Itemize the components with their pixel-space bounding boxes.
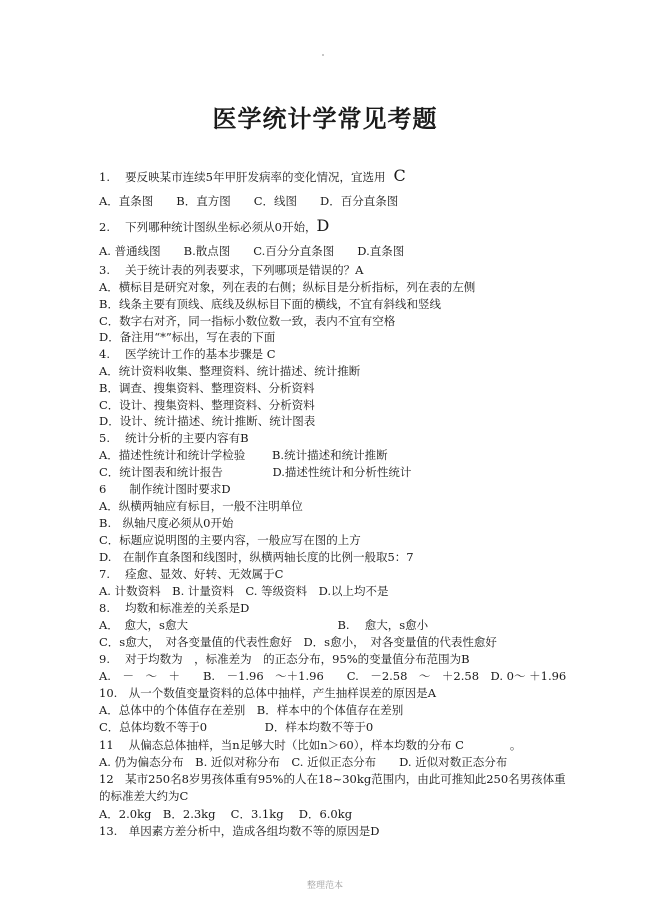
question-line: 2. 下列哪种统计图纵坐标必须从0开始，D [99, 216, 330, 235]
question-line: A. － ～ ＋ B. －1.96 ～＋1.96 C. －2.58 ～ ＋2.58 D. 0～ ＋1.96 [99, 669, 567, 683]
question-line: 13. 单因素方差分析中，造成各组均数不等的原因是D [99, 824, 380, 838]
header-mark [322, 54, 324, 56]
question-line: 12 某市250名8岁男孩体重有95%的人在18~30kg范围内，由此可推知此250名男孩体重 [99, 772, 566, 786]
question-line: C．数字右对齐，同一指标小数位数一致，表内不宜有空格 [99, 314, 396, 328]
question-line: A．纵横两轴应有标目，一般不注明单位 [99, 499, 303, 513]
question-line: A．统计资料收集、整理资料、统计描述、统计推断 [99, 364, 361, 378]
question-line: B. 纵轴尺度必须从0开始 [99, 516, 234, 530]
question-line: C．总体均数不等于0 D．样本均数不等于0 [99, 720, 374, 734]
question-line: D．设计、统计描述、统计推断、统计图表 [99, 414, 316, 428]
question-line: 10. 从一个数值变量资料的总体中抽样，产生抽样误差的原因是A [99, 686, 437, 700]
question-line: 9. 对于均数为 ，标准差为 的正态分布，95%的变量值分布范围为B [99, 652, 470, 666]
question-line: A. 仍为偏态分布 B. 近似对称分布 C. 近似正态分布 D. 近似对数正态分布 [99, 755, 508, 769]
question-line: D．备注用“*”标出，写在表的下面 [99, 330, 276, 344]
question-line: D. 在制作直条图和线图时，纵横两轴长度的比例一般取5：7 [99, 550, 414, 564]
question-line: 4. 医学统计工作的基本步骤是 C [99, 347, 276, 361]
question-line: 11 从偏态总体抽样，当n足够大时（比如n＞60），样本均数的分布 C 。 [99, 738, 522, 752]
question-line: B．线条主要有顶线、底线及纵标目下面的横线，不宜有斜线和竖线 [99, 297, 441, 311]
question-line: 1. 要反映某市连续5年甲肝发病率的变化情况，宜选用 C [99, 166, 406, 185]
question-line: A. 普通线图 B.散点图 C.百分分直条图 D.直条图 [99, 244, 405, 258]
question-line: 3. 关于统计表的列表要求，下列哪项是错误的？A [99, 263, 364, 277]
question-line: C．标题应说明图的主要内容，一般应写在图的上方 [99, 533, 361, 547]
question-line: A． 愈大，s愈大 B. 愈大，s愈小 [99, 618, 429, 632]
question-line: A．描述性统计和统计学检验 B.统计描述和统计推断 [99, 448, 388, 462]
question-line: 7. 痊愈、显效、好转、无效属于C [99, 567, 284, 581]
question-line: 的标准差大约为C [99, 789, 189, 803]
question-line: A. 计数资料 B. 计量资料 C. 等级资料 D.以上均不是 [99, 584, 389, 598]
page-title: 医学统计学常见考题 [212, 104, 438, 133]
question-line: A．总体中的个体值存在差别 B．样本中的个体值存在差别 [99, 703, 404, 717]
question-line: C．s愈大， 对各变量值的代表性愈好 D．s愈小， 对各变量值的代表性愈好 [99, 635, 497, 649]
question-line: C．设计、搜集资料、整理资料、分析资料 [99, 398, 315, 412]
page-footer: 整理范本 [306, 881, 343, 891]
question-line: A．2.0kg B．2.3kg C．3.1kg D．6.0kg [99, 807, 353, 821]
question-line: C．统计图表和统计报告 D.描述性统计和分析性统计 [99, 465, 412, 479]
answer-letter: D [316, 216, 330, 235]
question-line: A．直条图 B．直方图 C．线图 D．百分直条图 [99, 194, 399, 208]
question-line: A．横标目是研究对象，列在表的右侧；纵标目是分析指标，列在表的左侧 [99, 280, 476, 294]
answer-letter: C [393, 166, 406, 185]
question-line: 6 制作统计图时要求D [99, 482, 231, 496]
question-line: 8. 均数和标准差的关系是D [99, 601, 250, 615]
question-line: 5. 统计分析的主要内容有B [99, 431, 249, 445]
question-line: B．调查、搜集资料、整理资料、分析资料 [99, 381, 315, 395]
